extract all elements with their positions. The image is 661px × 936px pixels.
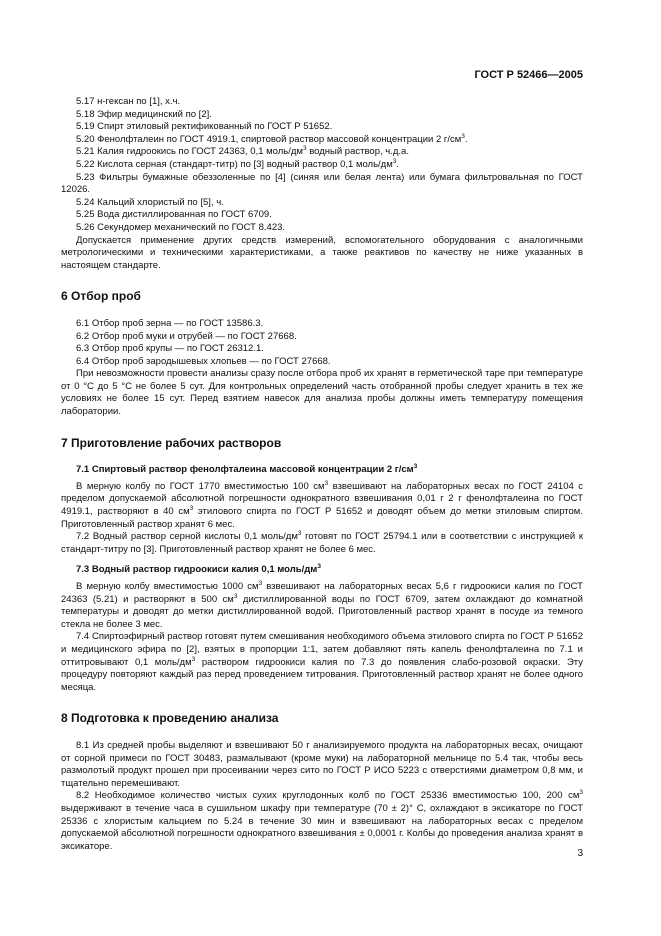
- paragraph-8-2: 8.2 Необходимое количество чистых сухих круглодонных колб по ГОСТ 25336 вместимостью 100, 200 $см^3$ выдерживают в течение часа в сушильном шкафу при температуре (70 ± 2)° С, охлаждают в эксикаторе по ГОСТ 25336 с хлористым кальцием по 5.24 в течение 30 мин и взвешивают на лабораторных весах с пределом допускаемой абсолютной погрешности однократного взвешивания ± 0,0001 г. Колбы до проведения анализа хранят в эксикаторе.: [61, 789, 583, 852]
- section-8-heading: 8 Подготовка к проведению анализа: [61, 711, 279, 726]
- page-number: 3: [577, 848, 583, 859]
- sampling-list: [61, 318, 583, 368]
- list-item: 6.4 Отбор проб зародышевых хлопьев — по ГОСТ 27668.: [76, 355, 331, 367]
- sampling-note: При невозможности провести анализы сразу после отбора проб их хранят в герметической таре при температуре от 0 °С до 5 °С не более 5 сут. Для контрольных определений часть отобранной пробы следует хранить в тех же условиях не более 15 сут. Перед взятием навесок для анализа пробы должны иметь температуру помещения лаборатории.: [61, 368, 583, 418]
- document-code: ГОСТ Р 52466—2005: [474, 69, 583, 81]
- paragraph-8-1: 8.1 Из средней пробы выделяют и взвешивают 50 г анализируемого продукта на лабораторных весах, очищают от сорной примеси по ГОСТ 30483, размалывают (кроме муки) на лабораторной мельнице по 5.4 так, чтобы весь размолотый продукт прошел при просеивании через сито по ГОСТ Р ИСО 5223 с отверстиями диаметром 0,8 мм, и тщательно перемешивают.: [61, 739, 583, 789]
- list-item: 6.2 Отбор проб муки и отрубей — по ГОСТ 27668.: [76, 330, 297, 342]
- paragraph-7-4: 7.4 Спиртоэфирный раствор готовят путем смешивания необходимого объема этилового спирта по ГОСТ Р 51652 и медицинского эфира по [2], взятых в пропорции 1:1, затем добавляют пять капель фенолфталеина по 7.1 и оттитровывают 0,1 моль/$дм^3$ раствором гидроокиси калия по 7.3 до появления слабо-розовой окраски. Эту процедуру повторяют каждый раз перед проведением титрования. Приготовленный раствор хранят не более одного месяца.: [61, 631, 583, 693]
- list-item: 5.19 Спирт этиловый ректификованный по ГОСТ Р 51652.: [76, 121, 333, 133]
- list-item: 5.21 Калия гидроокись по ГОСТ 24363, 0,1 моль/$дм^3$ водный раствор, ч.д.а.: [76, 145, 409, 158]
- subsection-7-3-heading: 7.3 Водный раствор гидроокиси калия 0,1 моль/$дм^3$: [76, 563, 321, 576]
- list-item: 6.1 Отбор проб зерна — по ГОСТ 13586.3.: [76, 317, 264, 329]
- list-item: 5.25 Вода дистиллированная по ГОСТ 6709.: [76, 209, 272, 221]
- list-item: 5.26 Секундомер механический по ГОСТ 8.423.: [76, 221, 286, 233]
- materials-note: Допускается применение других средств измерений, вспомогательного оборудования с аналогичными метрологическими и техническими характеристиками, а также реактивов по качеству не ниже указанных в настоящем стандарте.: [61, 234, 583, 271]
- section-6-heading: 6 Отбор проб: [61, 289, 141, 304]
- list-item: 5.20 Фенолфталеин по ГОСТ 4919.1, спиртовой раствор массовой концентрации 2 $г/см^3$.: [76, 132, 468, 145]
- paragraph-7-2: 7.2 Водный раствор серной кислоты 0,1 моль/$дм^3$ готовят по ГОСТ 25794.1 или в соответствии с инструкцией к стандарт-титру по [3]. Приготовленный раствор хранят не более 6 мес.: [61, 530, 583, 555]
- list-item: 6.3 Отбор проб крупы — по ГОСТ 26312.1.: [76, 343, 264, 355]
- list-item: 5.24 Кальций хлористый по [5], ч.: [76, 196, 224, 208]
- section-7-heading: 7 Приготовление рабочих растворов: [61, 435, 282, 450]
- page-content: [61, 96, 583, 853]
- list-item: 5.22 Кислота серная (стандарт-титр) по [3] водный раствор 0,1 моль/$дм^3$.: [76, 157, 400, 170]
- list-item: 5.17 н-гексан по [1], х.ч.: [76, 96, 181, 107]
- list-item: 5.23 Фильтры бумажные обеззоленные по [4] (синяя или белая лента) или бумага фильтровальная по ГОСТ 12026.: [61, 171, 583, 196]
- list-item: 5.18 Эфир медицинский по [2].: [76, 108, 212, 120]
- paragraph-7-1: В мерную колбу по ГОСТ 1770 вместимостью 100 $см^3$ взвешивают на лабораторных весах по ГОСТ 24104 с пределом допускаемой абсолютной погрешности однократного взвешивания 0,01 г 2 г фенолфталеина по ГОСТ 4919.1, растворяют в 40 $см^3$ этилового спирта по ГОСТ Р 51652 и доводят объем до метки этиловым спиртом. Приготовленный раствор хранят 6 мес.: [61, 479, 583, 530]
- subsection-7-1-heading: 7.1 Спиртовый раствор фенолфталеина массовой концентрации 2 $г/см^3$: [76, 463, 418, 476]
- paragraph-7-3: В мерную колбу вместимостью 1000 $см^3$ взвешивают на лабораторных весах 5,6 г гидроокиси калия по ГОСТ 24363 (5.21) и растворяют в 500 $см^3$ дистиллированной воды по ГОСТ 6709, затем охлаждают до комнатной температуры и доводят до метки дистиллированной водой. Приготовленный раствор хранят в посуде из темного стекла не более 3 мес.: [61, 579, 583, 630]
- materials-list: [61, 96, 583, 235]
